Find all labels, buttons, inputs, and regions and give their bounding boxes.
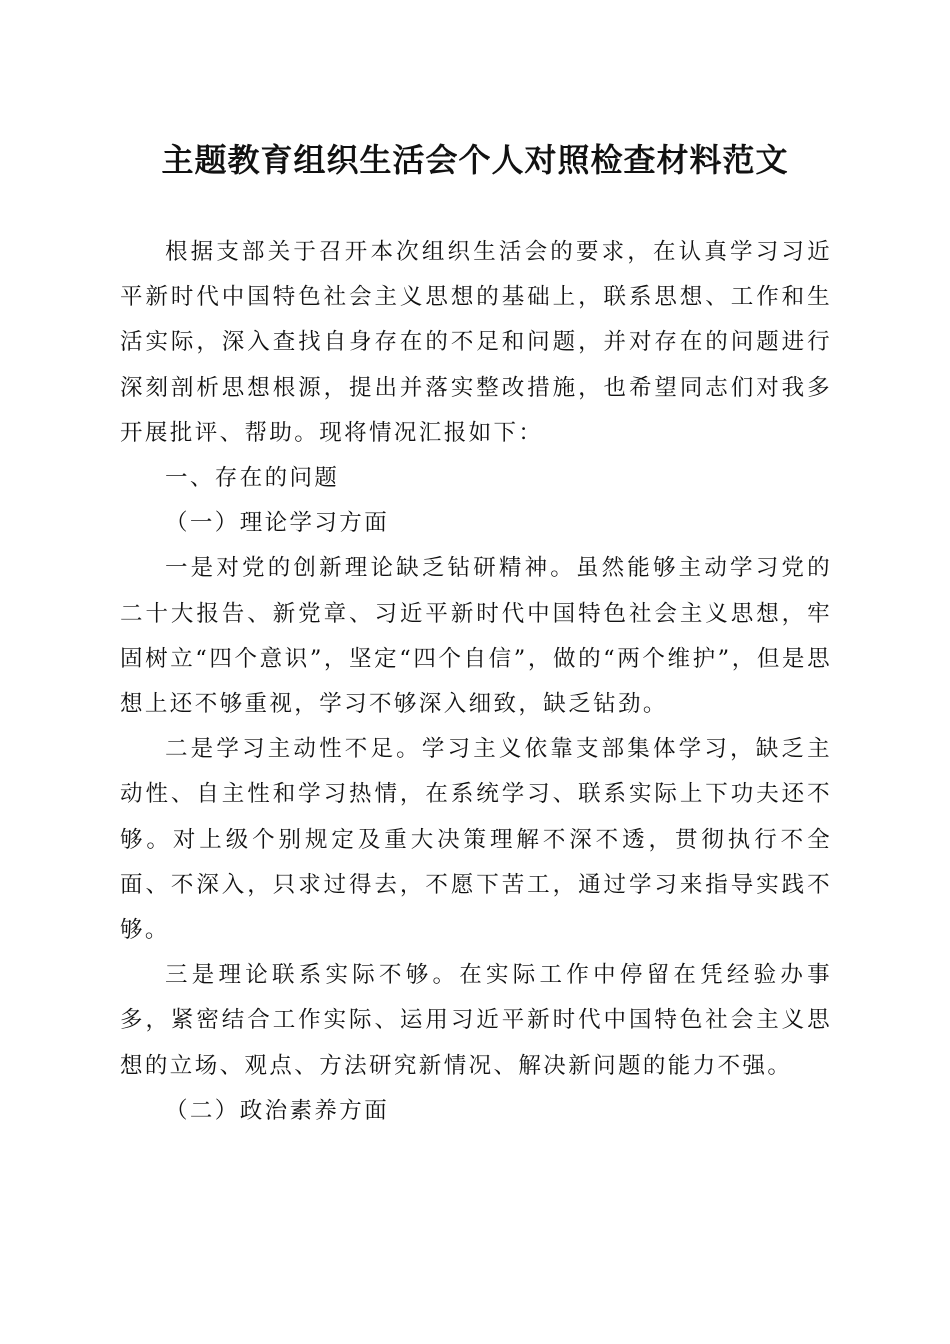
problem-item-1 xyxy=(120,546,832,727)
problem-item-3-lead: 三是理论联系实际不够。 xyxy=(165,962,460,989)
problem-item-3 xyxy=(120,953,832,1089)
document-title: 主题教育组织生活会个人对照检查材料范文 xyxy=(161,141,789,179)
subsection-heading-political-quality: （二）政治素养方面 xyxy=(165,1097,390,1124)
problem-item-2-lead: 二是学习主动性不足。 xyxy=(165,736,422,763)
document-body xyxy=(120,230,832,1134)
section-heading-problems: 一、存在的问题 xyxy=(165,465,340,492)
problem-item-2 xyxy=(120,727,832,953)
intro-paragraph: 根据支部关于召开本次组织生活会的要求，在认真学习习近平新时代中国特色社会主义思想的基础上，联系思想、工作和生活实际，深入查找自身存在的不足和问题，并对存在的问题进行深刻剖析思想根源，提出并落实整改措施，也希望同志们对我多开展批评、帮助。现将情况汇报如下： xyxy=(120,239,832,446)
subsection-heading-theory-study: （一）理论学习方面 xyxy=(165,510,390,537)
problem-item-3-text: 在实际工作中停留在凭经验办事多，紧密结合工作实际、运用习近平新时代中国特色社会主义思想的立场、观点、方法研究新情况、解决新问题的能力不强。 xyxy=(120,962,832,1079)
problem-item-2-text: 学习主义依靠支部集体学习，缺乏主动性、自主性和学习热情，在系统学习、联系实际上下功夫还不够。对上级个别规定及重大决策理解不深不透，贯彻执行不全面、不深入，只求过得去，不愿下苦工，通过学习来指导实践不够。 xyxy=(120,736,832,944)
problem-item-1-lead: 一是对党的创新理论缺乏钻研精神。 xyxy=(165,555,576,582)
problem-item-1-text: 虽然能够主动学习党的二十大报告、新党章、习近平新时代中国特色社会主义思想，牢固树立“四个意识”，坚定“四个自信”，做的“两个维护”，但是思想上还不够重视，学习不够深入细致，缺乏钻劲。 xyxy=(120,555,832,718)
